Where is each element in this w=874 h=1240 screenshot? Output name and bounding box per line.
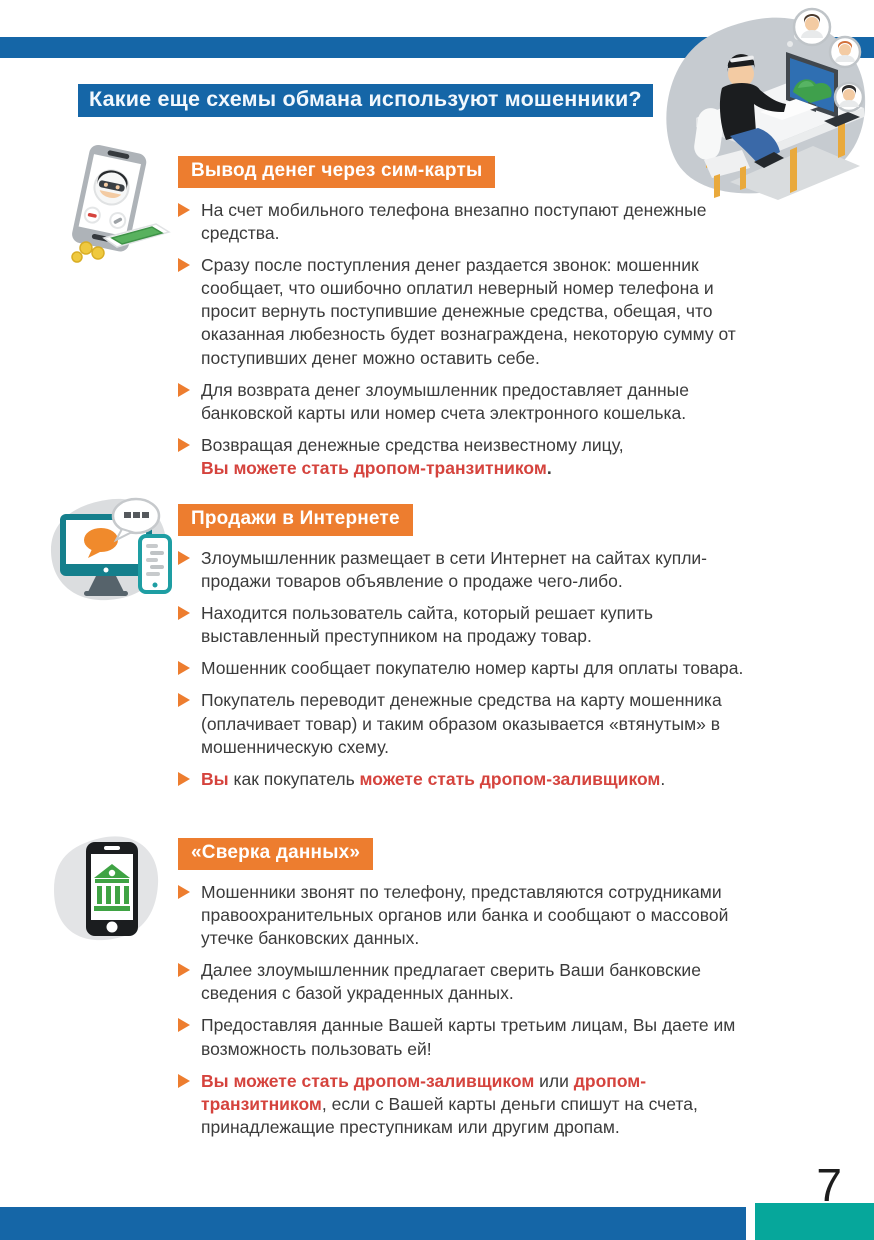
- phone-with-bank-icon: [46, 826, 171, 951]
- bullet-text: Вы как покупатель можете стать дропом-заливщиком.: [201, 768, 666, 789]
- page-number: 7: [816, 1159, 842, 1211]
- bullet-item: [178, 689, 756, 758]
- bullet-item: [178, 1070, 756, 1139]
- section-content: [178, 492, 756, 800]
- bullet-item: [178, 657, 756, 680]
- bullet-item: [178, 379, 756, 425]
- monitor-chat-and-phone-icon: [46, 492, 176, 604]
- section-icon-column: [46, 492, 178, 800]
- bullet-arrow-icon: [178, 383, 190, 397]
- bullet-text: Мошенник сообщает покупателю номер карты для оплаты товара.: [201, 658, 744, 679]
- bullet-arrow-icon: [178, 551, 190, 565]
- bullet-arrow-icon: [178, 885, 190, 899]
- section-internet-sales: [46, 492, 826, 800]
- bullet-item: [178, 547, 756, 593]
- bullet-list: [178, 547, 756, 791]
- section-heading: Продажи в Интернете: [178, 504, 413, 536]
- bullet-item: [178, 602, 756, 648]
- bullet-arrow-icon: [178, 606, 190, 620]
- section-content: [178, 826, 756, 1148]
- bullet-arrow-icon: [178, 1018, 190, 1032]
- bullet-item: [178, 1014, 756, 1060]
- bullet-arrow-icon: [178, 661, 190, 675]
- bullet-text: На счет мобильного телефона внезапно поступают денежные средства.: [201, 200, 707, 244]
- bullet-item: [178, 881, 756, 950]
- section-icon-column: [46, 144, 178, 489]
- bullet-text: Вы можете стать дропом-заливщиком или дропом-транзитником, если с Вашей карты деньги спишут на счета, принадлежащие преступникам или другим дропам.: [201, 1070, 698, 1137]
- section-icon-column: [46, 826, 178, 1148]
- section-sim-cards: [46, 144, 826, 489]
- bullet-text: Сразу после поступления денег раздается звонок: мошенник сообщает, что ошибочно оплатил неверный номер телефона и просит вернуть поступившие денежные средства, обещая, что оказанная любезность будет вознаграждена, некоторую сумму от поступивших денег можно оставить себе.: [201, 255, 736, 368]
- bullet-arrow-icon: [178, 772, 190, 786]
- phone-call-with-money-icon: [46, 144, 171, 269]
- bullet-list: [178, 881, 756, 1139]
- bullet-item: [178, 434, 756, 480]
- bullet-text: Возвращая денежные средства неизвестному лицу, Вы можете стать дропом-транзитником.: [201, 434, 624, 478]
- bottom-blue-bar: [0, 1207, 746, 1240]
- bullet-text: Мошенники звонят по телефону, представляются сотрудниками правоохранительных органов или банка и сообщают о массовой утечке банковских данных.: [201, 882, 729, 949]
- bullet-text: Находится пользователь сайта, который решает купить выставленный преступником на продажу товар.: [201, 603, 653, 647]
- bullet-text: Злоумышленник размещает в сети Интернет на сайтах купли-продажи товаров объявление о продаже чего-либо.: [201, 548, 708, 592]
- bullet-text: Для возврата денег злоумышленник предоставляет данные банковской карты или номер счета электронного кошелька.: [201, 379, 689, 423]
- bullet-text: Покупатель переводит денежные средства на карту мошенника (оплачивает товар) и таким образом оказывается «втянутым» в мошенническую схему.: [201, 690, 722, 757]
- section-content: [178, 144, 756, 489]
- bullet-list: [178, 199, 756, 480]
- bullet-arrow-icon: [178, 693, 190, 707]
- page-title: Какие еще схемы обмана используют мошенники?: [78, 84, 653, 117]
- bullet-item: [178, 959, 756, 1005]
- bullet-arrow-icon: [178, 203, 190, 217]
- section-heading: Вывод денег через сим-карты: [178, 156, 495, 188]
- bullet-arrow-icon: [178, 1074, 190, 1088]
- bullet-item: [178, 199, 756, 245]
- bullet-text: Далее злоумышленник предлагает сверить Ваши банковские сведения с базой украденных данных.: [201, 960, 701, 1004]
- bottom-teal-block: [755, 1203, 874, 1240]
- bullet-arrow-icon: [178, 258, 190, 272]
- section-data-check: [46, 826, 826, 1148]
- bullet-text: Предоставляя данные Вашей карты третьим лицам, Вы даете им возможность пользовать ей!: [201, 1015, 736, 1059]
- bullet-item: [178, 768, 756, 791]
- section-heading: «Сверка данных»: [178, 838, 373, 870]
- bullet-item: [178, 254, 756, 369]
- bullet-arrow-icon: [178, 438, 190, 452]
- bullet-arrow-icon: [178, 963, 190, 977]
